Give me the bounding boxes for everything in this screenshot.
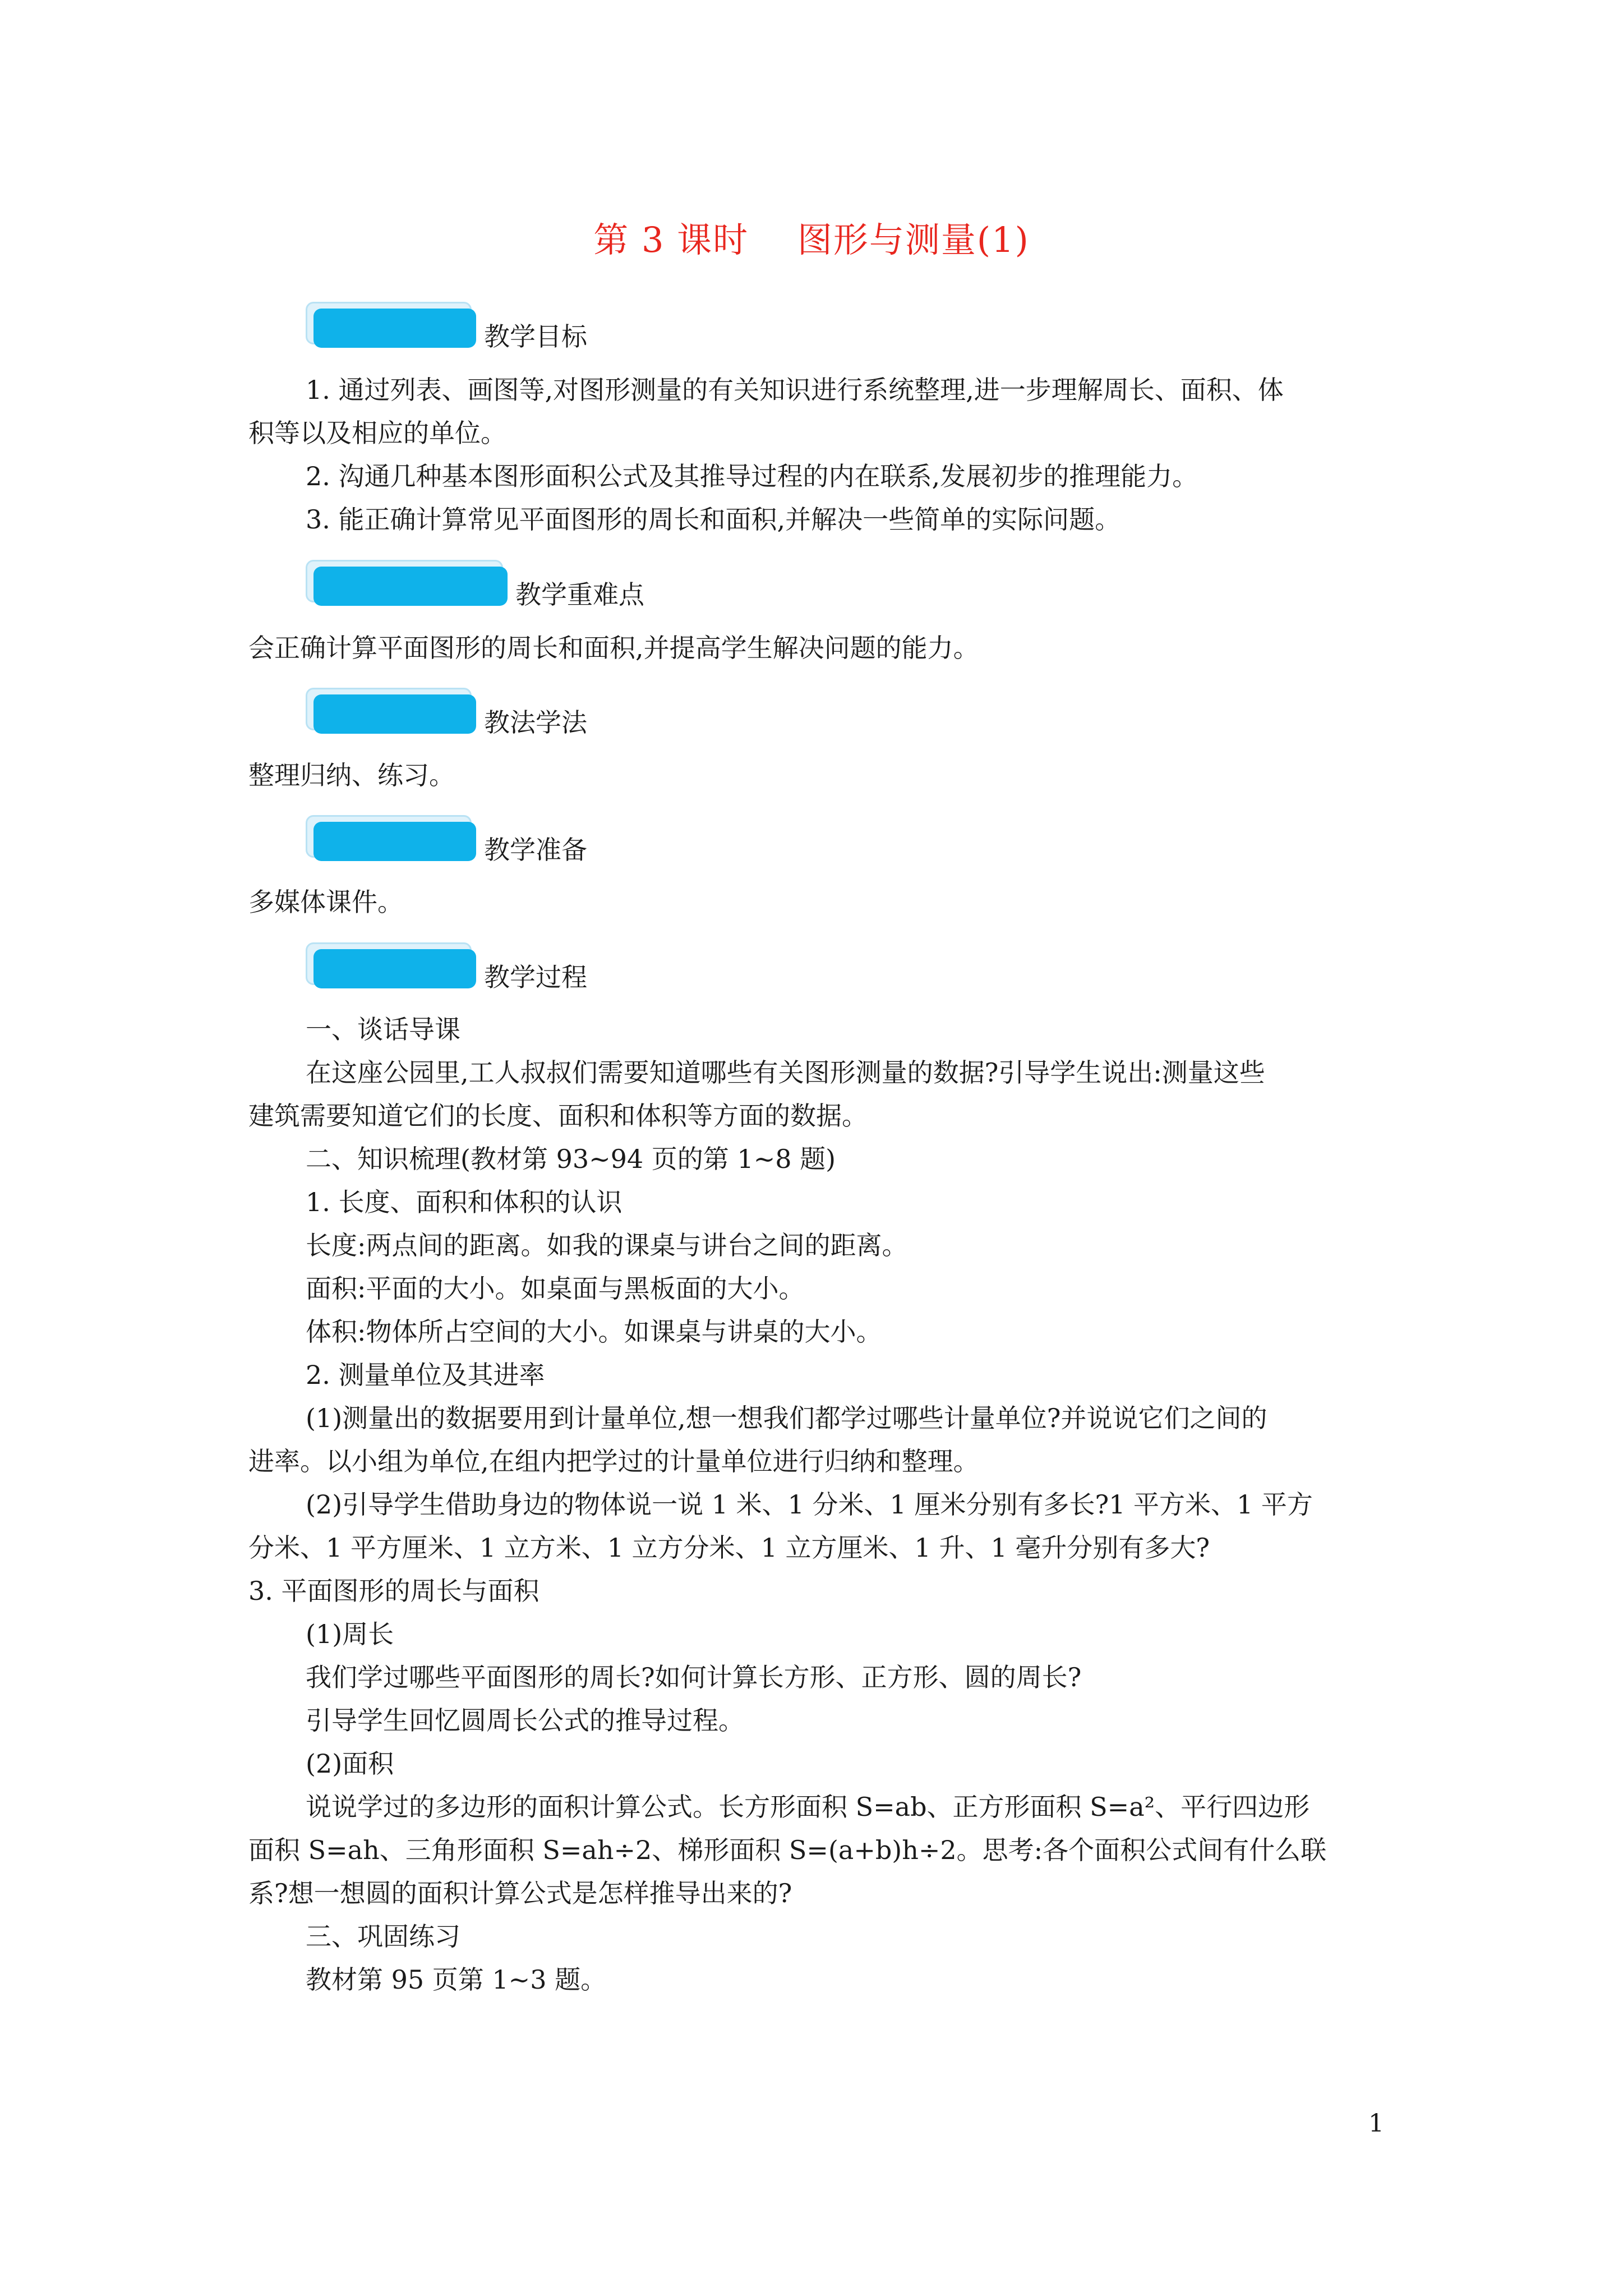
process-line: (2)面积 [306,1749,394,1779]
section-label: 教学目标 [484,321,587,352]
section-preparation [306,811,587,865]
process-line: (2)引导学生借助身边的物体说一说 1 米、1 分米、1 厘米分别有多长?1 平方米、1 平方 [306,1489,1313,1520]
process-line: (1)周长 [306,1619,394,1649]
process-line: 体积:物体所占空间的大小。如课桌与讲桌的大小。 [306,1317,882,1347]
section-badge [306,815,474,861]
process-line: 我们学过哪些平面图形的周长?如何计算长方形、正方形、圆的周长? [306,1662,1082,1692]
process-heading: 一、谈话导课 [306,1014,460,1045]
process-subheading: 3. 平面图形的周长与面积 [248,1576,540,1606]
process-subheading: 1. 长度、面积和体积的认识 [306,1187,623,1217]
section-badge [306,302,474,348]
process-heading: 三、巩固练习 [306,1921,460,1952]
process-line: 教材第 95 页第 1~3 题。 [306,1964,607,1995]
process-line: 面积 S=ah、三角形面积 S=ah÷2、梯形面积 S=(a+b)h÷2。思考:各个面积公式间有什么联 [248,1835,1327,1865]
process-line: 面积:平面的大小。如桌面与黑板面的大小。 [306,1273,805,1304]
section-process [306,938,587,992]
page-number: 1 [1368,2109,1384,2138]
process-line: 引导学生回忆圆周长公式的推导过程。 [306,1705,744,1736]
section-keypoints [306,555,644,610]
goal-line: 1. 通过列表、画图等,对图形测量的有关知识进行系统整理,进一步理解周长、面积、体 [306,375,1284,405]
process-line: 进率。以小组为单位,在组内把学过的计量单位进行归纳和整理。 [248,1446,979,1476]
section-badge [306,942,474,988]
section-goals [306,297,587,352]
goal-line: 2. 沟通几种基本图形面积公式及其推导过程的内在联系,发展初步的推理能力。 [306,461,1198,491]
section-badge [306,688,474,734]
preparation-text: 多媒体课件。 [248,887,403,917]
methods-text: 整理归纳、练习。 [248,760,455,790]
section-label: 教学重难点 [515,579,644,610]
section-label: 教学准备 [484,835,587,865]
section-badge [306,560,505,606]
goal-line: 积等以及相应的单位。 [248,418,506,448]
process-subheading: 2. 测量单位及其进率 [306,1360,545,1390]
goal-line: 3. 能正确计算常见平面图形的周长和面积,并解决一些简单的实际问题。 [306,504,1121,535]
process-heading: 二、知识梳理(教材第 93~94 页的第 1~8 题) [306,1144,836,1174]
process-line: 长度:两点间的距离。如我的课桌与讲台之间的距离。 [306,1230,908,1260]
section-label: 教学过程 [484,962,587,992]
process-line: 系?想一想圆的面积计算公式是怎样推导出来的? [248,1878,792,1908]
keypoints-text: 会正确计算平面图形的周长和面积,并提高学生解决问题的能力。 [248,633,979,663]
process-line: 分米、1 平方厘米、1 立方米、1 立方分米、1 立方厘米、1 升、1 毫升分别有多大? [248,1533,1210,1563]
process-line: 建筑需要知道它们的长度、面积和体积等方面的数据。 [248,1101,868,1131]
section-label: 教法学法 [484,707,587,738]
process-line: (1)测量出的数据要用到计量单位,想一想我们都学过哪些计量单位?并说说它们之间的 [306,1403,1267,1433]
page-title: 第 3 课时 图形与测量(1) [593,219,1030,260]
process-line: 在这座公园里,工人叔叔们需要知道哪些有关图形测量的数据?引导学生说出:测量这些 [306,1057,1265,1088]
process-line: 说说学过的多边形的面积计算公式。长方形面积 S=ab、正方形面积 S=a²、平行四边形 [306,1792,1310,1822]
section-methods [306,683,587,738]
